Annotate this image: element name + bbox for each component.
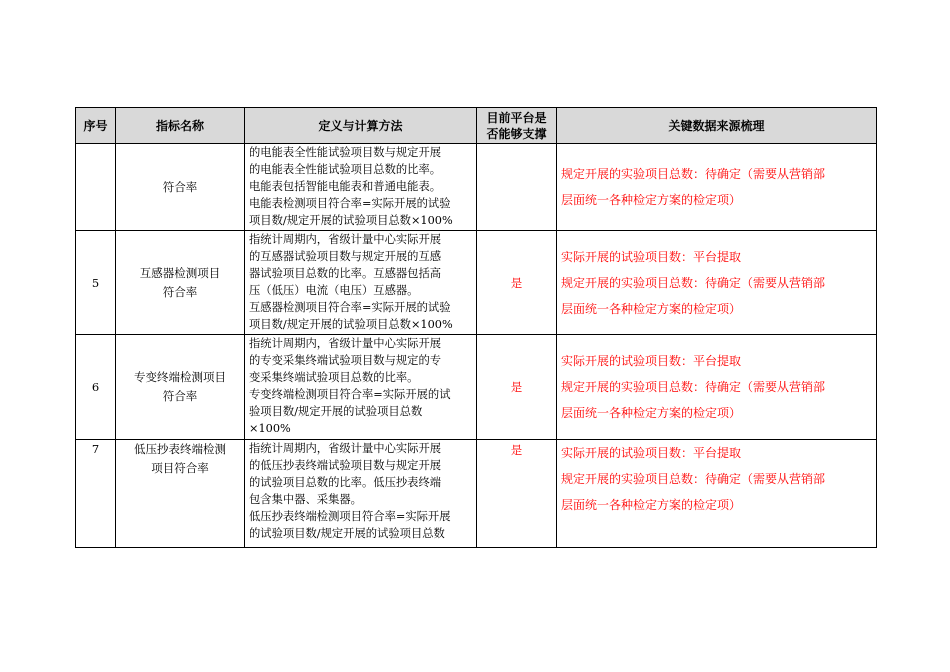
def-line: 的电能表全性能试验项目总数的比率。: [249, 163, 442, 176]
table-header-row: [76, 108, 877, 144]
def-line: 指统计周期内，省级计量中心实际开展: [249, 442, 442, 455]
row-name-line: 互感器检测项目: [139, 265, 221, 280]
row-definition: [245, 144, 477, 231]
def-line: 的互感器试验项目数与规定开展的互感: [249, 250, 442, 263]
row-definition: [245, 231, 477, 335]
table-row: [76, 440, 877, 548]
def-line: 器试验项目总数的比率。互感器包括高: [249, 267, 442, 280]
row-no: 5: [76, 231, 116, 335]
header-no: 序号: [76, 108, 116, 144]
def-line: 专变终端检测项目符合率=实际开展的试: [249, 388, 451, 401]
table-row: [76, 335, 877, 440]
source-line: 规定开展的实验项目总数：待确定（需要从营销部: [561, 380, 826, 394]
source-line: 实际开展的试验项目数：平台提取: [561, 446, 742, 460]
header-def: 定义与计算方法: [245, 108, 477, 144]
header-support-line-2: 否能够支撑: [486, 126, 547, 141]
source-line: 规定开展的实验项目总数：待确定（需要从营销部: [561, 472, 826, 486]
table-row: [76, 231, 877, 335]
def-line: 项目数/规定开展的试验项目总数×100%: [249, 214, 453, 227]
table-row: [76, 144, 877, 231]
row-name: [116, 144, 245, 231]
def-line: 压（低压）电流（电压）互感器。: [249, 284, 419, 297]
def-line: 的电能表全性能试验项目数与规定开展: [249, 146, 442, 159]
row-name-line: 低压抄表终端检测: [134, 442, 226, 456]
row-name-line: 专变终端检测项目: [134, 370, 226, 384]
row-name-line: 符合率: [162, 179, 198, 194]
def-line: 项目数/规定开展的试验项目总数×100%: [249, 318, 453, 331]
row-support: 是: [477, 231, 557, 335]
row-no: [76, 144, 116, 231]
def-line: 指统计周期内，省级计量中心实际开展: [249, 337, 442, 350]
source-line: 规定开展的实验项目总数：待确定（需要从营销部: [561, 167, 826, 181]
def-line: 电能表检测项目符合率=实际开展的试验: [249, 197, 451, 210]
source-line: 实际开展的试验项目数：平台提取: [561, 249, 742, 264]
def-line: ×100%: [249, 422, 291, 435]
row-name: [116, 335, 245, 440]
def-line: 低压抄表终端检测项目符合率=实际开展: [249, 510, 451, 523]
row-source: [557, 440, 877, 548]
def-line: 包含集中器、采集器。: [249, 493, 362, 506]
header-name: 指标名称: [116, 108, 245, 144]
row-source: [557, 144, 877, 231]
row-no: 6: [76, 335, 116, 440]
def-line: 的试验项目总数的比率。低压抄表终端: [249, 476, 442, 489]
def-line: 验项目数/规定开展的试验项目总数: [249, 405, 423, 418]
source-line: 层面统一各种检定方案的检定项）: [561, 193, 742, 207]
source-line: 实际开展的试验项目数：平台提取: [561, 354, 742, 368]
row-name-line: 项目符合率: [151, 461, 209, 475]
row-source: [557, 335, 877, 440]
indicator-table: [75, 107, 877, 548]
header-support: [477, 108, 557, 144]
row-name-line: 符合率: [162, 284, 198, 299]
row-source: [557, 231, 877, 335]
def-line: 的低压抄表终端试验项目数与规定开展: [249, 459, 442, 472]
def-line: 互感器检测项目符合率=实际开展的试验: [249, 301, 451, 314]
def-line: 的专变采集终端试验项目数与规定的专: [249, 354, 442, 367]
row-definition: [245, 440, 477, 548]
def-line: 变采集终端试验项目总数的比率。: [249, 371, 419, 384]
source-line: 规定开展的实验项目总数：待确定（需要从营销部: [561, 275, 826, 290]
def-line: 电能表包括智能电能表和普通电能表。: [249, 180, 442, 193]
row-support: 是: [477, 335, 557, 440]
row-support: [477, 144, 557, 231]
row-definition: [245, 335, 477, 440]
header-support-line-1: 目前平台是: [486, 110, 547, 125]
row-name: [116, 231, 245, 335]
row-name: [116, 440, 245, 548]
def-line: 的试验项目数/规定开展的试验项目总数: [249, 527, 445, 540]
row-support: 是: [477, 440, 557, 548]
source-line: 层面统一各种检定方案的检定项）: [561, 498, 742, 512]
header-source: 关键数据来源梳理: [557, 108, 877, 144]
source-line: 层面统一各种检定方案的检定项）: [561, 301, 742, 316]
source-line: 层面统一各种检定方案的检定项）: [561, 406, 742, 420]
row-no: 7: [76, 440, 116, 548]
def-line: 指统计周期内，省级计量中心实际开展: [249, 233, 442, 246]
row-name-line: 符合率: [162, 389, 198, 403]
